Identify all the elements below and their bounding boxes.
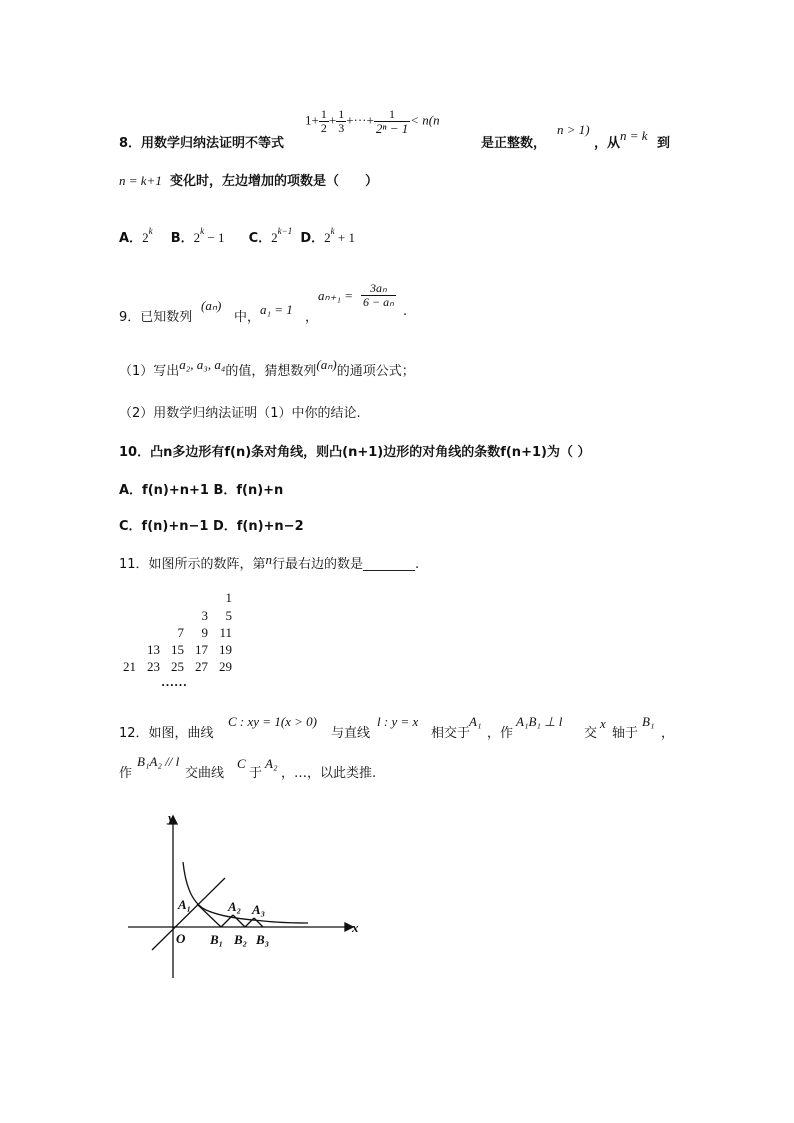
label-A3: A₃ — [252, 902, 266, 917]
optD-label: D． — [300, 231, 325, 246]
array-cell: 1 — [225, 590, 232, 605]
optA-value: 2 — [142, 230, 149, 245]
q9-a1: a₁ = 1 — [260, 302, 293, 317]
array-cell: 11 — [219, 625, 232, 640]
label-B3: B₃ — [256, 932, 270, 947]
q8-cond: n > 1) — [557, 122, 590, 137]
q12-l2c: 于 — [249, 766, 263, 781]
q12-g: ， — [661, 726, 675, 741]
q9-rec-lhs: aₙ₊₁ = — [318, 288, 354, 303]
optA-exp: k — [148, 226, 153, 236]
ineq-plus: + — [328, 112, 337, 128]
array-row — [136, 642, 232, 658]
q10-opt-ab: A．f(n)+n+1 B．f(n)+n — [119, 483, 284, 498]
q9-p1-a: （1）写出 — [119, 364, 180, 379]
q12-line: l : y = x — [377, 714, 419, 729]
array-cell: 29 — [219, 659, 232, 674]
optD-exp: k — [330, 226, 335, 236]
y-label: y — [168, 810, 174, 825]
array-cell: 27 — [195, 659, 208, 674]
optC-exp: k−1 — [277, 226, 293, 236]
optB-label: B． — [170, 231, 194, 246]
q8-from: ，从 — [594, 136, 621, 151]
array-cell: 21 — [123, 659, 136, 674]
q8-to: 到 — [657, 136, 671, 151]
segment-A3B3 — [254, 918, 263, 927]
frac-1-3: $\frac{1}{3}$ — [338, 107, 345, 135]
segment-A2B2 — [233, 915, 245, 927]
q10-opt-cd: C．f(n)+n−1 D．f(n)+n−2 — [119, 519, 304, 534]
label-B1: B₁ — [210, 932, 224, 947]
array-row — [184, 608, 232, 624]
q9-p1-seq: (aₙ) — [316, 357, 337, 372]
q12-C: C — [237, 756, 246, 771]
origin-label: O — [176, 931, 186, 946]
q9-seq: (aₙ) — [201, 298, 222, 313]
optB-exp: k — [200, 226, 205, 236]
array-cell: 5 — [225, 608, 232, 623]
q12-l2d: ，…，以此类推. — [281, 766, 377, 781]
q12-a: 12．如图，曲线 — [119, 726, 214, 741]
q8-prefix: 8．用数学归纳法证明不等式 — [119, 136, 285, 151]
optD-tail: + 1 — [334, 230, 356, 245]
array-cell: 23 — [147, 659, 160, 674]
q9-p1-c: 的通项公式； — [336, 364, 415, 379]
optD-value: 2 — [324, 230, 331, 245]
frac-1-2: $\frac{1}{2}$ — [320, 107, 327, 135]
array-row — [208, 590, 232, 606]
optC-value: 2 — [271, 230, 278, 245]
q12-d: ，作 — [487, 726, 514, 741]
q12-e: 交 — [584, 726, 598, 741]
q9-part1 — [119, 357, 415, 379]
label-A2: A₂ — [228, 899, 242, 914]
q8-nk: n = k — [620, 128, 648, 143]
frac-1-2n: $\frac{1}{\text{2ⁿ − 1}}$ — [375, 107, 409, 136]
q9-mid: 中， — [234, 310, 261, 325]
array-row — [160, 625, 232, 641]
segment-A1B1 — [197, 904, 221, 927]
q9-end: . — [403, 304, 408, 319]
q12-b: 与直线 — [331, 726, 371, 741]
q9-part2: （2）用数学归纳法证明（1）中你的结论. — [119, 406, 361, 421]
q12-A1: A₁ — [469, 714, 482, 729]
q12-par: B₁A₂ // l — [137, 754, 180, 769]
optA-label: A． — [119, 231, 143, 246]
ineq-lhs: 1+ — [305, 112, 319, 128]
q11-stem-b: 行最右边的数是________. — [272, 557, 420, 572]
array-cell: 25 — [171, 659, 184, 674]
array-row — [112, 659, 232, 675]
optB-tail: − 1 — [204, 230, 225, 245]
q12-A2: A₂ — [265, 756, 278, 771]
array-cell: 7 — [177, 625, 184, 640]
array-cell: 9 — [201, 625, 208, 640]
q12-l2b: 交曲线 — [185, 766, 225, 781]
array-cell: 3 — [201, 608, 208, 623]
q8-options — [119, 226, 355, 246]
label-B2: B₂ — [234, 932, 248, 947]
x-label: x — [352, 920, 359, 935]
ineq-rhs: < n(n — [410, 112, 440, 128]
array-cell: 13 — [147, 642, 160, 657]
q8-line2 — [119, 170, 378, 189]
q8-mid: 是正整数， — [481, 136, 547, 151]
q12-l2a: 作 — [119, 766, 133, 781]
q11-n: n — [265, 552, 273, 567]
array-cell: 15 — [171, 642, 184, 657]
optB-value: 2 — [193, 230, 201, 245]
label-A1: A₁ — [178, 897, 192, 912]
q12-B1: B₁ — [642, 714, 655, 729]
q12-perp: A₁B₁ ⊥ l — [516, 714, 563, 729]
q9-prefix: 9．已知数列 — [119, 310, 193, 325]
q12-c: 相交于 — [431, 726, 471, 741]
optC-label: C． — [248, 231, 272, 246]
q8-line2-text: 变化时，左边增加的项数是（ ） — [169, 174, 378, 189]
ineq-dots: +···+ — [346, 112, 374, 128]
q8-inequality — [305, 108, 440, 135]
array-cell: 17 — [195, 642, 208, 657]
q12-curve: C : xy = 1(x > 0) — [228, 714, 318, 729]
q11-stem — [119, 553, 419, 572]
q9-p1-b: 的值，猜想数列 — [225, 364, 317, 379]
q12-x: x — [600, 716, 606, 731]
q12-f: 轴于 — [612, 726, 639, 741]
q11-stem-a: 11．如图所示的数阵，第 — [119, 557, 266, 572]
q10-stem: 10．凸n多边形有f(n)条对角线，则凸(n+1)边形的对角线的条数f(n+1)为（ ） — [119, 445, 591, 460]
q9-p1-vals: a₂, a₃, a₄ — [179, 357, 226, 372]
q9-rec-frac: $\frac{\text{3aₙ}}{\text{6 − aₙ}}$ — [363, 281, 394, 309]
array-dots: …… — [161, 674, 187, 689]
q8-nk1: n = k+1 — [119, 173, 162, 188]
curve-C — [183, 862, 308, 923]
hyperbola-figure — [120, 810, 380, 990]
array-cell: 19 — [219, 642, 232, 657]
q9-comma: ， — [305, 310, 319, 325]
